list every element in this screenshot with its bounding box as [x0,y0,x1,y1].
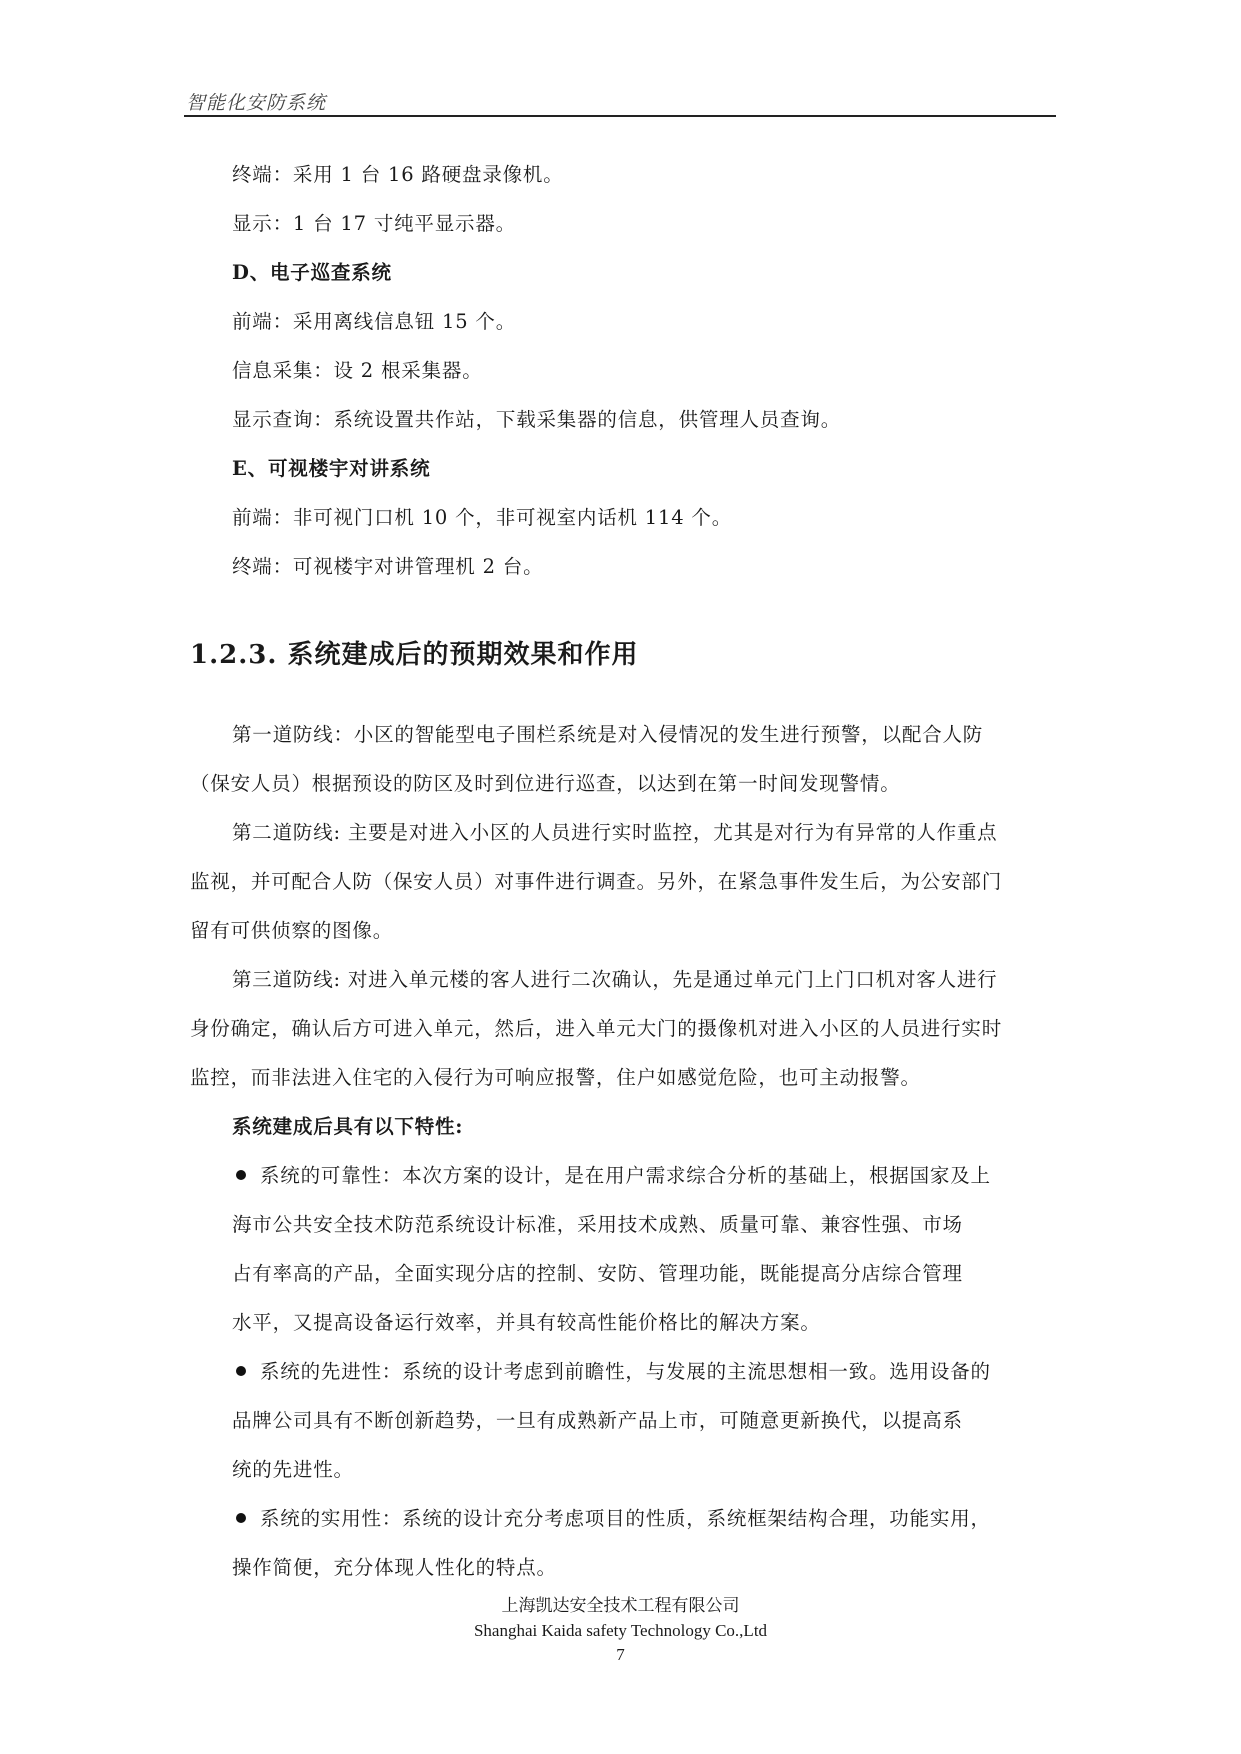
bullet-icon [236,1513,246,1523]
text-line: 前端：采用离线信息钮 15 个。 [232,310,517,333]
text-line: 显示查询：系统设置共作站，下载采集器的信息，供管理人员查询。 [232,408,842,431]
paragraph-line: 身份确定，确认后方可进入单元，然后，进入单元大门的摄像机对进入小区的人员进行实时 [190,1017,1003,1040]
features-title: 系统建成后具有以下特性: [232,1115,464,1138]
page-number: 7 [616,1645,625,1664]
section-heading: 1.2.3. 系统建成后的预期效果和作用 [190,640,639,670]
bullet-item [236,1166,991,1186]
subsection-title: E、可视楼宇对讲系统 [232,457,431,480]
running-header: 智能化安防系统 [186,92,327,114]
bullet-item [236,1509,991,1529]
header-rule [184,115,1056,117]
bullet-continuation: 操作简便，充分体现人性化的特点。 [232,1556,557,1579]
paragraph-line: 监控，而非法进入住宅的入侵行为可响应报警，住户如感觉危险，也可主动报警。 [190,1066,921,1089]
paragraph-line: 第二道防线: 主要是对进入小区的人员进行实时监控，尤其是对行为有异常的人作重点 [232,821,998,844]
footer-company-cn: 上海凯达安全技术工程有限公司 [501,1596,740,1616]
bullet-text: 系统的先进性：系统的设计考虑到前瞻性，与发展的主流思想相一致。选用设备的 [260,1360,991,1383]
text-line: 显示：1 台 17 寸纯平显示器。 [232,212,516,235]
bullet-icon [236,1170,246,1180]
paragraph-line: 第三道防线: 对进入单元楼的客人进行二次确认，先是通过单元门上门口机对客人进行 [232,968,998,991]
bullet-text: 系统的实用性：系统的设计充分考虑项目的性质，系统框架结构合理，功能实用， [260,1507,991,1530]
text-line: 终端：采用 1 台 16 路硬盘录像机。 [232,163,564,186]
footer-company-en: Shanghai Kaida safety Technology Co.,Ltd [473,1621,768,1640]
text-line: 信息采集：设 2 根采集器。 [232,359,483,382]
subsection-title: D、电子巡查系统 [232,261,392,284]
bullet-text: 系统的可靠性：本次方案的设计，是在用户需求综合分析的基础上，根据国家及上 [260,1164,991,1187]
paragraph-line: 第一道防线：小区的智能型电子围栏系统是对入侵情况的发生进行预警，以配合人防 [232,723,984,746]
bullet-continuation: 占有率高的产品，全面实现分店的控制、安防、管理功能，既能提高分店综合管理 [232,1262,963,1285]
paragraph-line: 监视，并可配合人防（保安人员）对事件进行调查。另外，在紧急事件发生后，为公安部门 [190,870,1003,893]
paragraph-line: 留有可供侦察的图像。 [190,919,394,942]
bullet-continuation: 统的先进性。 [232,1458,354,1481]
bullet-continuation: 品牌公司具有不断创新趋势，一旦有成熟新产品上市，可随意更新换代，以提高系 [232,1409,963,1432]
bullet-continuation: 水平，又提高设备运行效率，并具有较高性能价格比的解决方案。 [232,1311,821,1334]
text-line: 前端：非可视门口机 10 个，非可视室内话机 114 个。 [232,506,733,529]
paragraph-line: （保安人员）根据预设的防区及时到位进行巡查，以达到在第一时间发现警情。 [190,772,901,795]
text-line: 终端：可视楼宇对讲管理机 2 台。 [232,555,544,578]
bullet-item [236,1362,991,1382]
bullet-continuation: 海市公共安全技术防范系统设计标准，采用技术成熟、质量可靠、兼容性强、市场 [232,1213,963,1236]
bullet-icon [236,1366,246,1376]
